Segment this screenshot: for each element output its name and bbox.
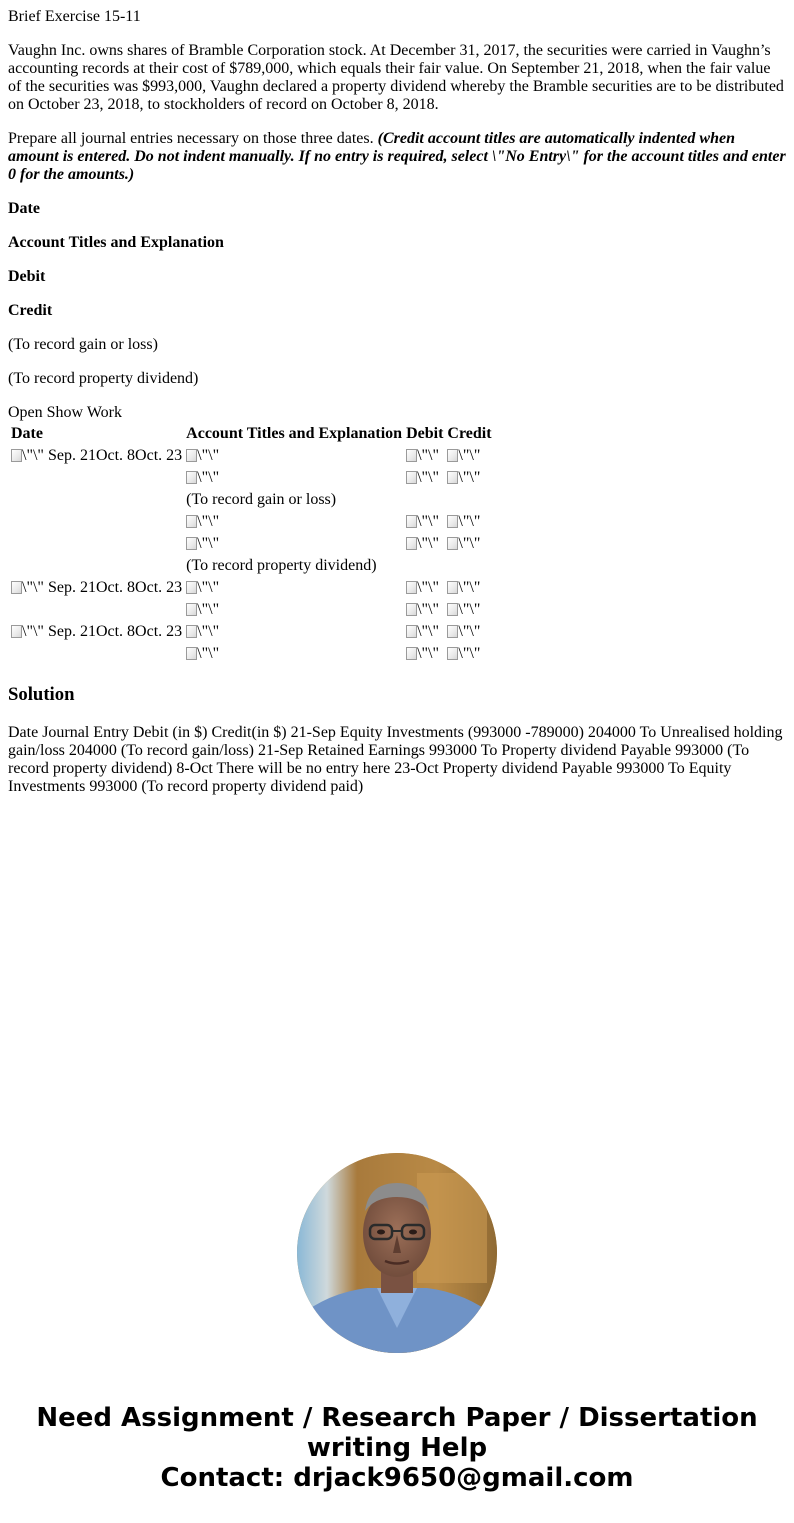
debit-input[interactable] — [405, 600, 444, 620]
broken-image-icon: \"\" — [406, 535, 439, 551]
document-body — [8, 8, 786, 812]
broken-image-icon: \"\" — [186, 469, 219, 485]
date-select[interactable] — [10, 446, 183, 466]
broken-image-icon: \"\" — [406, 579, 439, 595]
table-row — [10, 446, 493, 466]
broken-image-icon: \"\" — [406, 645, 439, 661]
heading-debit: Debit — [8, 268, 46, 285]
promo-line-1: Need Assignment / Research Paper / Dissertation — [36, 1403, 758, 1433]
memo-gain-loss: (To record gain or loss) — [8, 336, 158, 353]
broken-image-icon: \"\" — [186, 623, 219, 639]
table-row — [10, 600, 493, 620]
instruction-note: (Credit account titles are automatically indented when amount is entered. Do not indent manually. If no entry is required, select \"No Entry\" for the account titles and enter 0 for the amounts.) — [8, 130, 786, 183]
account-select[interactable] — [185, 622, 403, 642]
promo-contact: Contact: drjack9650@gmail.com — [160, 1463, 634, 1493]
account-select[interactable] — [185, 644, 403, 664]
date-select[interactable] — [10, 578, 183, 598]
author-portrait-photo — [297, 1153, 497, 1353]
author-avatar — [297, 1153, 497, 1353]
broken-image-icon: \"\" — [447, 447, 480, 463]
exercise-title: Brief Exercise 15-11 — [8, 8, 141, 25]
debit-input[interactable] — [405, 644, 444, 664]
credit-input[interactable] — [446, 446, 492, 466]
heading-credit: Credit — [8, 302, 53, 319]
broken-image-icon: \"\" — [11, 623, 44, 639]
broken-image-icon: \"\" — [447, 469, 480, 485]
broken-image-icon: \"\" — [406, 623, 439, 639]
credit-input[interactable] — [446, 578, 492, 598]
col-header-date: Date — [11, 425, 43, 442]
account-select[interactable] — [185, 578, 403, 598]
problem-statement: Vaughn Inc. owns shares of Bramble Corporation stock. At December 31, 2017, the securities were carried in Vaughn’s accounting records at their cost of $789,000, which equals their fair value. On September 21, 2018, when the fair value of the securities was $993,000, Vaughn declared a property dividend whereby the Bramble securities are to be distributed on October 23, 2018, to stockholders of record on October 8, 2018. — [8, 42, 784, 113]
table-row — [10, 490, 493, 510]
date-options: Sep. 21Oct. 8Oct. 23 — [47, 579, 183, 596]
broken-image-icon: \"\" — [186, 645, 219, 661]
date-options: Sep. 21Oct. 8Oct. 23 — [47, 623, 183, 640]
account-select[interactable] — [185, 446, 403, 466]
broken-image-icon: \"\" — [11, 447, 44, 463]
broken-image-icon: \"\" — [406, 469, 439, 485]
table-row — [10, 622, 493, 642]
broken-image-icon: \"\" — [447, 579, 480, 595]
debit-input[interactable] — [405, 512, 444, 532]
debit-input[interactable] — [405, 622, 444, 642]
credit-input[interactable] — [446, 644, 492, 664]
heading-account-titles: Account Titles and Explanation — [8, 234, 224, 251]
table-row — [10, 556, 493, 576]
promo-banner — [0, 1403, 794, 1493]
col-header-credit: Credit — [447, 425, 492, 442]
table-row — [10, 534, 493, 554]
broken-image-icon: \"\" — [406, 601, 439, 617]
account-select[interactable] — [185, 512, 403, 532]
table-header-row — [10, 424, 493, 444]
broken-image-icon: \"\" — [186, 513, 219, 529]
solution-heading: Solution — [8, 684, 75, 705]
broken-image-icon: \"\" — [406, 447, 439, 463]
broken-image-icon: \"\" — [447, 513, 480, 529]
heading-date: Date — [8, 200, 40, 217]
promo-line-2: writing Help — [306, 1433, 488, 1463]
date-select[interactable] — [10, 622, 183, 642]
broken-image-icon: \"\" — [447, 645, 480, 661]
instructions — [8, 130, 786, 184]
debit-input[interactable] — [405, 468, 444, 488]
credit-input[interactable] — [446, 512, 492, 532]
date-options: Sep. 21Oct. 8Oct. 23 — [47, 447, 183, 464]
credit-input[interactable] — [446, 622, 492, 642]
journal-entry-table — [8, 422, 495, 666]
solution-text: Date Journal Entry Debit (in $) Credit(in $) 21-Sep Equity Investments (993000 -789000) 204000 To Unrealised holding gain/loss 204000 (To record gain/loss) 21-Sep Retained Earnings 993000 To Property dividend Payable 993000 (To record property dividend) 8-Oct There will be no entry here 23-Oct Property dividend Payable 993000 To Equity Investments 993000 (To record property dividend paid) — [8, 724, 783, 795]
instruction-lead: Prepare all journal entries necessary on those three dates. — [8, 130, 374, 147]
credit-input[interactable] — [446, 534, 492, 554]
account-select[interactable] — [185, 534, 403, 554]
table-row — [10, 578, 493, 598]
broken-image-icon: \"\" — [186, 579, 219, 595]
debit-input[interactable] — [405, 534, 444, 554]
col-header-account-titles: Account Titles and Explanation — [186, 425, 403, 442]
col-header-debit: Debit — [406, 425, 444, 442]
table-row — [10, 468, 493, 488]
table-row — [10, 644, 493, 664]
account-select[interactable] — [185, 600, 403, 620]
memo-gain-loss-row: (To record gain or loss) — [186, 491, 337, 508]
broken-image-icon: \"\" — [186, 535, 219, 551]
debit-input[interactable] — [405, 446, 444, 466]
broken-image-icon: \"\" — [186, 601, 219, 617]
memo-property-dividend: (To record property dividend) — [8, 370, 199, 387]
broken-image-icon: \"\" — [447, 623, 480, 639]
open-show-work-link[interactable]: Open Show Work — [8, 404, 122, 421]
debit-input[interactable] — [405, 578, 444, 598]
broken-image-icon: \"\" — [186, 447, 219, 463]
broken-image-icon: \"\" — [447, 601, 480, 617]
broken-image-icon: \"\" — [406, 513, 439, 529]
table-row — [10, 512, 493, 532]
broken-image-icon: \"\" — [447, 535, 480, 551]
credit-input[interactable] — [446, 468, 492, 488]
broken-image-icon: \"\" — [11, 579, 44, 595]
memo-property-dividend-row: (To record property dividend) — [186, 557, 377, 574]
account-select[interactable] — [185, 468, 403, 488]
credit-input[interactable] — [446, 600, 492, 620]
